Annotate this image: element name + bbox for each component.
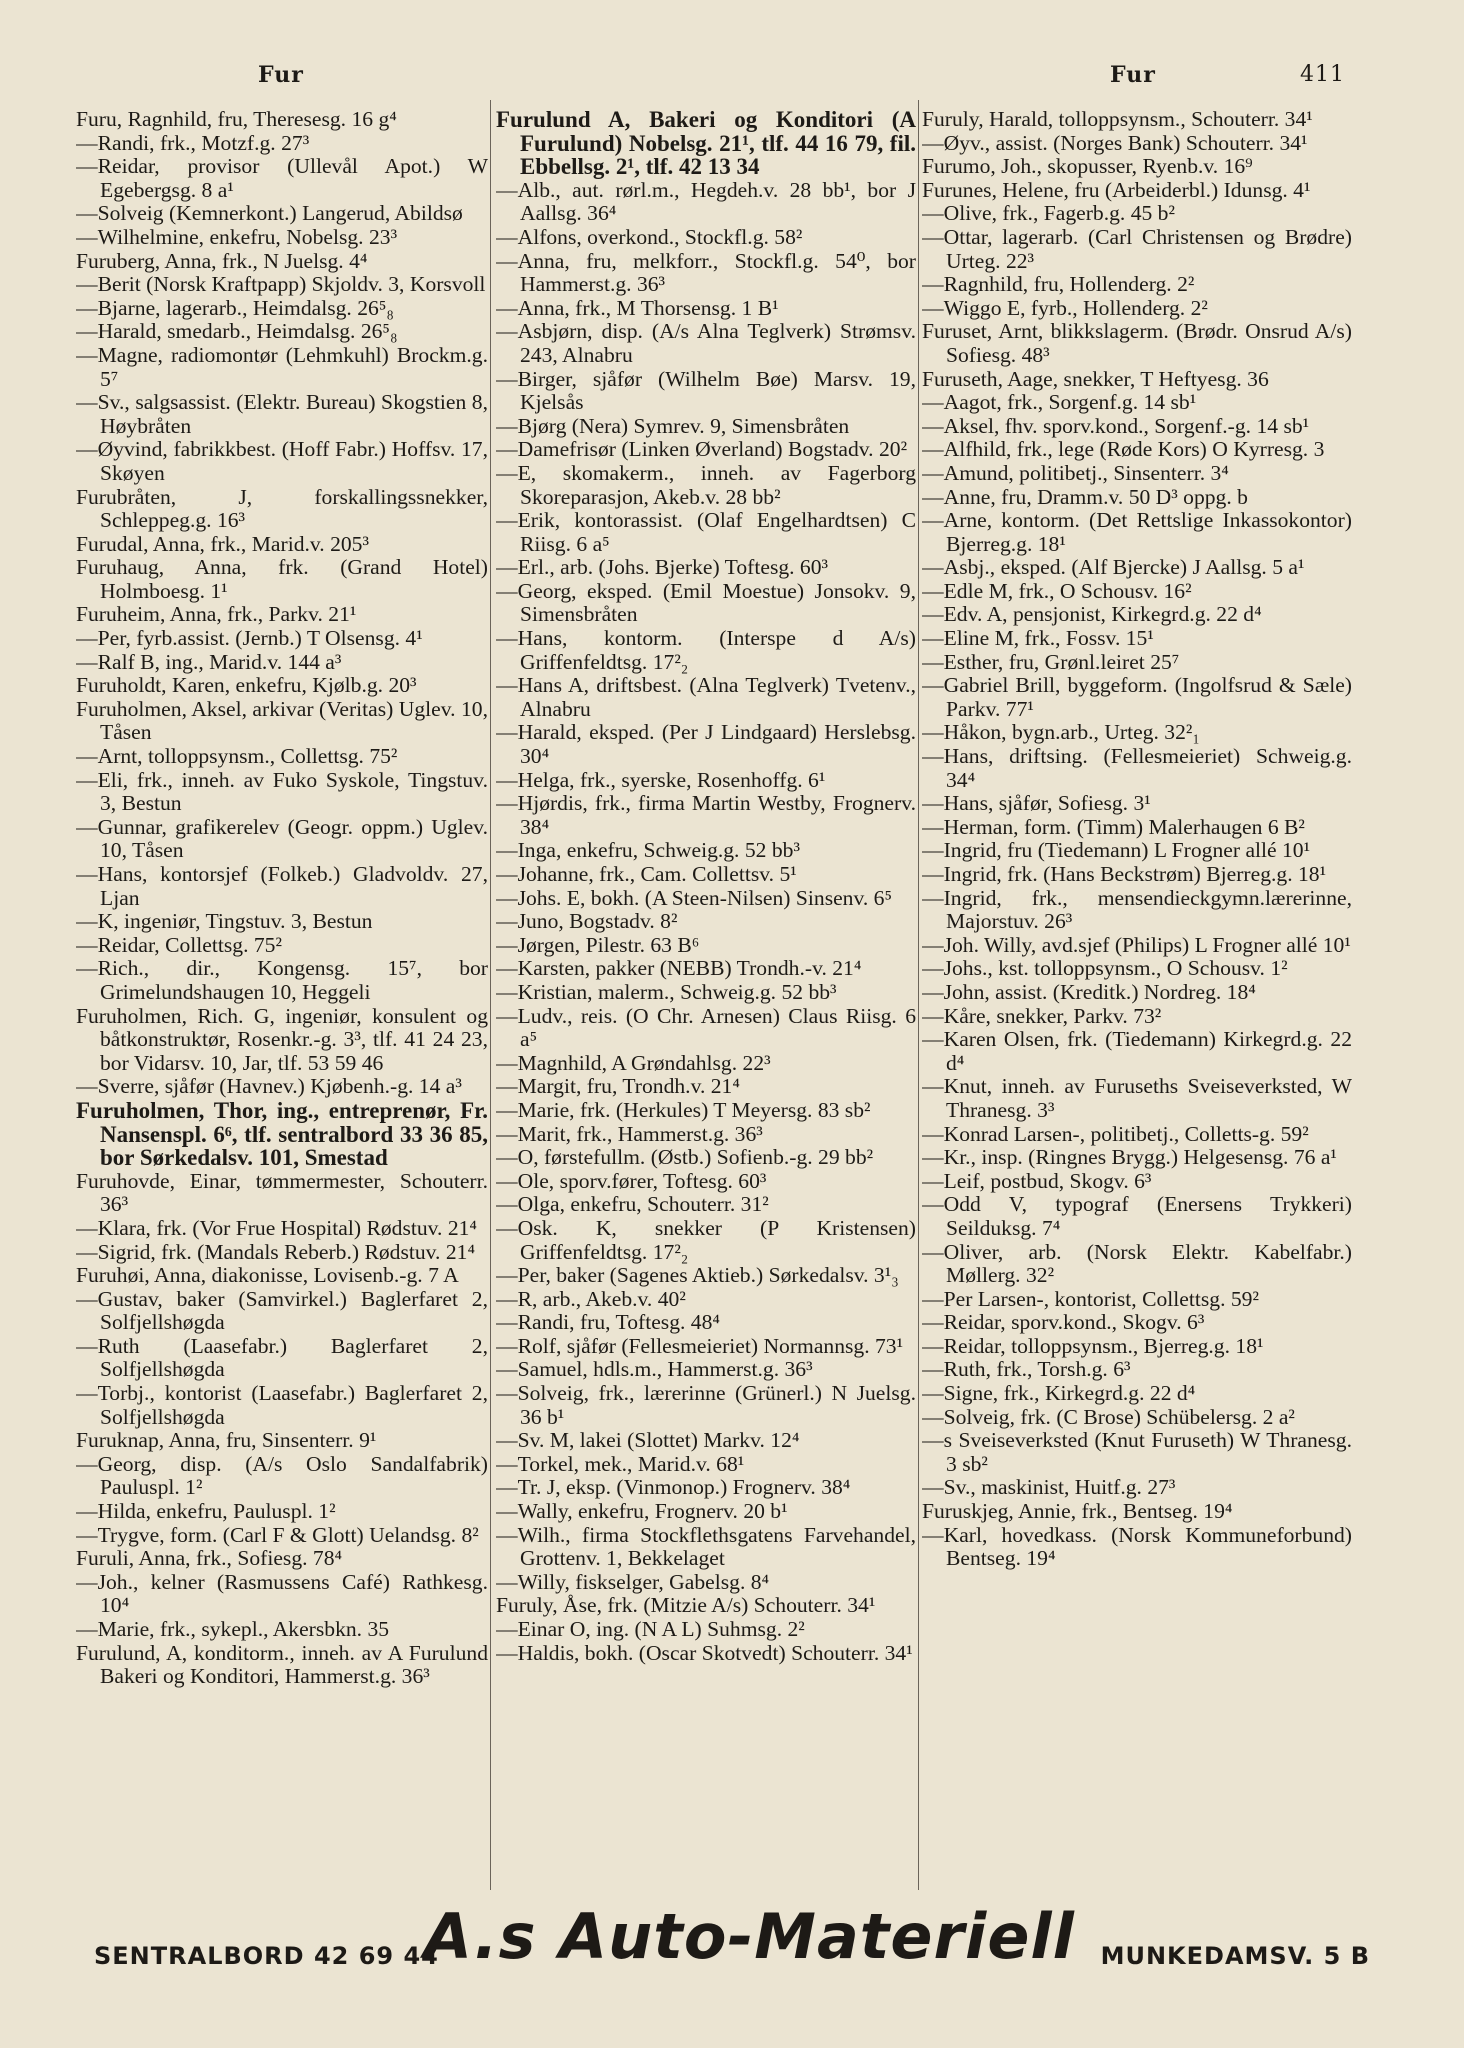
directory-entry: —Magnhild, A Grøndahlsg. 22³	[496, 1050, 771, 1075]
directory-entry: Furuly, Harald, tolloppsynsm., Schouterr. 34¹	[922, 108, 1313, 131]
directory-entry: —Arnt, tolloppsynsm., Collettsg. 75²	[76, 744, 398, 769]
directory-entry: —Kåre, snekker, Parkv. 73²	[922, 1003, 1162, 1028]
directory-entry: —Johs. E, bokh. (A Steen-Nilsen) Sinsenv. 6⁵	[496, 885, 892, 910]
directory-entry: —Anna, frk., M Thorsensg. 1 B¹	[496, 295, 779, 320]
directory-entry: —Erl., arb. (Johs. Bjerke) Toftesg. 60³	[496, 555, 829, 580]
directory-column-3	[922, 108, 1352, 1908]
directory-entry: —Damefrisør (Linken Øverland) Bogstadv. 20²	[496, 437, 908, 462]
directory-entry: —Gabriel Brill, byggeform. (Ingolfsrud & Sæle) Parkv. 77¹	[922, 673, 1352, 721]
directory-entry: —Arne, kontorm. (Det Rettslige Inkassokontor) Bjerreg.g. 18¹	[922, 508, 1352, 556]
directory-entry: —Hjørdis, frk., firma Martin Westby, Frognerv. 38⁴	[496, 791, 916, 839]
directory-entry: —Torbj., kontorist (Laasefabr.) Baglerfaret 2, Solfjellshøgda	[76, 1381, 488, 1429]
directory-entry: —Samuel, hdls.m., Hammerst.g. 36³	[496, 1357, 813, 1382]
directory-entry: —Per Larsen-, kontorist, Collettsg. 59²	[922, 1286, 1259, 1311]
directory-entry: —Per, fyrb.assist. (Jernb.) T Olsensg. 4¹	[76, 626, 423, 651]
directory-entry: —Edv. A, pensjonist, Kirkegrd.g. 22 d⁴	[922, 602, 1262, 627]
directory-entry: Furuset, Arnt, blikkslagerm. (Brødr. Onsrud A/s) Sofiesg. 48³	[922, 319, 1352, 367]
directory-entry: —Willy, fiskselger, Gabelsg. 8⁴	[496, 1569, 770, 1594]
running-header-left: Fur	[258, 62, 304, 88]
directory-entry: —Marie, frk., sykepl., Akersbkn. 35	[76, 1617, 390, 1641]
directory-entry: —John, assist. (Kreditk.) Nordreg. 18⁴	[922, 979, 1256, 1004]
column-rule	[918, 100, 919, 1890]
directory-entry: —Oliver, arb. (Norsk Elektr. Kabelfabr.) Møllerg. 32²	[922, 1239, 1352, 1288]
directory-entry: —Øyvind, fabrikkbest. (Hoff Fabr.) Hoffsv. 17, Skøyen	[76, 437, 488, 485]
directory-entry: —Aksel, fhv. sporv.kond., Sorgenf.-g. 14 sb¹	[922, 413, 1310, 438]
directory-entry: Furulund, A, konditorm., inneh. av A Furulund Bakeri og Konditori, Hammerst.g. 36³	[76, 1640, 488, 1689]
directory-entry: —Marie, frk. (Herkules) T Meyersg. 83 sb²	[496, 1097, 871, 1122]
directory-entry: Furuskjeg, Annie, frk., Bentseg. 19⁴	[922, 1499, 1233, 1524]
directory-entry: —Hans, kontorm. (Interspe d A/s) Griffenfeldtsg. 17²₂	[496, 626, 916, 674]
directory-entry: —R, arb., Akeb.v. 40²	[496, 1286, 686, 1311]
directory-entry: Furuhøi, Anna, diakonisse, Lovisenb.-g. 7 A	[76, 1263, 459, 1288]
directory-entry: —Rolf, sjåfør (Fellesmeieriet) Normannsg. 73¹	[496, 1333, 904, 1358]
directory-entry: —Tr. J, eksp. (Vinmonop.) Frognerv. 38⁴	[496, 1475, 851, 1500]
directory-entry: —Hans, sjåfør, Sofiesg. 3¹	[922, 791, 1151, 816]
directory-entry: Furuholmen, Aksel, arkivar (Veritas) Uglev. 10, Tåsen	[76, 696, 488, 745]
directory-entry: —Ingrid, fru (Tiedemann) L Frogner allé 10¹	[922, 838, 1311, 863]
directory-entry: —Ralf B, ing., Marid.v. 144 a³	[76, 649, 342, 674]
directory-entry: —Sverre, sjåfør (Havnev.) Kjøbenh.-g. 14 a³	[76, 1074, 462, 1099]
directory-entry: —Knut, inneh. av Furuseths Sveiseverksted, W Thranesg. 3³	[922, 1074, 1352, 1122]
directory-entry: —Håkon, bygn.arb., Urteg. 32²₁	[922, 720, 1200, 745]
directory-entry: —Birger, sjåfør (Wilhelm Bøe) Marsv. 19, Kjelsås	[496, 366, 916, 415]
page-number: 411	[1300, 62, 1345, 87]
directory-entry: —Kr., insp. (Ringnes Brygg.) Helgesensg. 76 a¹	[922, 1145, 1337, 1170]
directory-entry: Furuholmen, Rich. G, ingeniør, konsulent og båtkonstruktør, Rosenkr.-g. 3³, tlf. 41 24 23, bor Vidarsv. 10, Jar, tlf. 53 59 46	[76, 1003, 488, 1075]
directory-entry: Furunes, Helene, fru (Arbeiderbl.) Idunsg. 4¹	[922, 177, 1311, 202]
directory-entry: —Eli, frk., inneh. av Fuko Syskole, Tingstuv. 3, Bestun	[76, 767, 488, 816]
directory-entry: —Einar O, ing. (N A L) Suhmsg. 2²	[496, 1617, 805, 1641]
directory-entry: Furuberg, Anna, frk., N Juelsg. 4⁴	[76, 248, 368, 273]
directory-entry: —Joh., kelner (Rasmussens Café) Rathkesg. 10⁴	[76, 1569, 488, 1618]
directory-entry: —Wiggo E, fyrb., Hollenderg. 2²	[922, 295, 1208, 320]
directory-entry: —Reidar, provisor (Ullevål Apot.) W Egebergsg. 8 a¹	[76, 154, 488, 202]
directory-entry: —Alfhild, frk., lege (Røde Kors) O Kyrresg. 3	[922, 437, 1325, 462]
directory-entry: —Klara, frk. (Vor Frue Hospital) Rødstuv. 21⁴	[76, 1215, 477, 1240]
directory-entry: —Solveig, frk. (C Brose) Schübelersg. 2 a²	[922, 1404, 1295, 1429]
directory-entry: —Randi, fru, Toftesg. 48⁴	[496, 1310, 720, 1335]
directory-entry: —Georg, eksped. (Emil Moestue) Jonsokv. 9, Simensbråten	[496, 578, 916, 627]
directory-entry: —Signe, frk., Kirkegrd.g. 22 d⁴	[922, 1381, 1196, 1406]
directory-entry: —Gustav, baker (Samvirkel.) Baglerfaret 2, Solfjellshøgda	[76, 1286, 488, 1335]
directory-entry: —Jørgen, Pilestr. 63 B⁶	[496, 932, 700, 957]
directory-entry: Furubråten, J, forskallingssnekker, Schleppeg.g. 16³	[76, 484, 488, 533]
directory-entry: —Ludv., reis. (O Chr. Arnesen) Claus Riisg. 6 a⁵	[496, 1003, 916, 1052]
directory-entry: —Alfons, overkond., Stockfl.g. 58²	[496, 224, 803, 249]
directory-entry: —Sigrid, frk. (Mandals Reberb.) Rødstuv. 21⁴	[76, 1239, 475, 1264]
directory-entry: —Anne, fru, Dramm.v. 50 D³ oppg. b	[922, 484, 1248, 509]
directory-entry: —Solveig (Kemnerkont.) Langerud, Abildsø	[76, 201, 463, 226]
directory-entry: —O, førstefullm. (Østb.) Sofienb.-g. 29 bb²	[496, 1145, 874, 1170]
directory-entry: —Ruth, frk., Torsh.g. 6³	[922, 1357, 1131, 1382]
directory-entry: —E, skomakerm., inneh. av Fagerborg Skoreparasjon, Akeb.v. 28 bb²	[496, 460, 916, 509]
directory-entry: —Anna, fru, melkforr., Stockfl.g. 54⁰, bor Hammerst.g. 36³	[496, 248, 916, 297]
directory-entry: —Esther, fru, Grønl.leiret 25⁷	[922, 649, 1180, 674]
directory-entry: Furumo, Joh., skopusser, Ryenb.v. 16⁹	[922, 154, 1253, 179]
directory-entry: —Sv. M, lakei (Slottet) Markv. 12⁴	[496, 1428, 800, 1453]
directory-entry: —Osk. K, snekker (P Kristensen) Griffenfeldtsg. 17²₂	[496, 1215, 916, 1264]
directory-entry: —Asbj., eksped. (Alf Bjercke) J Aallsg. 5 a¹	[922, 555, 1305, 580]
directory-entry: —Margit, fru, Trondh.v. 21⁴	[496, 1074, 740, 1099]
directory-column-1	[76, 108, 488, 1908]
directory-entry: —Ruth (Laasefabr.) Baglerfaret 2, Solfjellshøgda	[76, 1333, 488, 1382]
directory-entry: —Harald, eksped. (Per J Lindgaard) Herslebsg. 30⁴	[496, 720, 916, 769]
directory-entry: Furuholmen, Thor, ing., entreprenør, Fr. Nansenspl. 6⁶, tlf. sentralbord 33 36 85, bor Sørkedalsv. 101, Smestad	[76, 1097, 488, 1171]
directory-entry: —Bjørg (Nera) Symrev. 9, Simensbråten	[496, 413, 850, 438]
directory-entry: —Hans, kontorsjef (Folkeb.) Gladvoldv. 27, Ljan	[76, 862, 488, 910]
directory-entry: —Trygve, form. (Carl F & Glott) Uelandsg. 8²	[76, 1522, 479, 1547]
directory-entry: —Ole, sporv.fører, Toftesg. 60³	[496, 1168, 767, 1193]
directory-entry: —Hans A, driftsbest. (Alna Teglverk) Tvetenv., Alnabru	[496, 673, 916, 721]
directory-entry: —Amund, politibetj., Sinsenterr. 3⁴	[922, 460, 1229, 485]
directory-entry: —Ragnhild, fru, Hollenderg. 2²	[922, 272, 1195, 297]
directory-entry: —Haldis, bokh. (Oscar Skotvedt) Schouterr. 34¹	[496, 1640, 913, 1665]
directory-entry: —Reidar, tolloppsynsm., Bjerreg.g. 18¹	[922, 1333, 1264, 1358]
directory-entry: Furuknap, Anna, fru, Sinsenterr. 9¹	[76, 1428, 377, 1453]
directory-entry: Furulund A, Bakeri og Konditori (A Furulund) Nobelsg. 21¹, tlf. 44 16 79, fil. Ebbellsg. 2¹, tlf. 42 13 34	[496, 108, 916, 180]
directory-entry: —Aagot, frk., Sorgenf.g. 14 sb¹	[922, 390, 1197, 415]
directory-entry: —Edle M, frk., O Schousv. 16²	[922, 578, 1192, 603]
directory-entry: —Joh. Willy, avd.sjef (Philips) L Frogner allé 10¹	[922, 932, 1351, 957]
directory-entry: —Ingrid, frk., mensendieckgymn.lærerinne, Majorstuv. 26³	[922, 885, 1352, 934]
directory-entry: —Hilda, enkefru, Pauluspl. 1²	[76, 1499, 336, 1524]
directory-column-2	[496, 108, 916, 1908]
directory-entry: —K, ingeniør, Tingstuv. 3, Bestun	[76, 909, 373, 934]
directory-entry: —Inga, enkefru, Schweig.g. 52 bb³	[496, 838, 800, 863]
advertisement-banner	[84, 1896, 1380, 2006]
directory-entry: Furuheim, Anna, frk., Parkv. 21¹	[76, 602, 357, 627]
directory-entry: —Herman, form. (Timm) Malerhaugen 6 B²	[922, 814, 1305, 839]
running-header-right: Fur	[1110, 62, 1156, 88]
directory-entry: Furu, Ragnhild, fru, Theresesg. 16 g⁴	[76, 108, 397, 131]
directory-entry: —Johs., kst. tolloppsynsm., O Schousv. 1²	[922, 956, 1288, 981]
directory-entry: —Sv., salgsassist. (Elektr. Bureau) Skogstien 8, Høybråten	[76, 390, 488, 438]
directory-entry: —Leif, postbud, Skogv. 6³	[922, 1168, 1152, 1193]
directory-entry: —Randi, frk., Motzf.g. 27³	[76, 130, 310, 155]
column-rule	[490, 100, 491, 1890]
directory-entry: —Eline M, frk., Fossv. 15¹	[922, 626, 1154, 651]
directory-entry: —Karl, hovedkass. (Norsk Kommuneforbund) Bentseg. 19⁴	[922, 1522, 1352, 1571]
directory-entry: Furuholdt, Karen, enkefru, Kjølb.g. 20³	[76, 673, 417, 698]
directory-entry: —Reidar, sporv.kond., Skogv. 6³	[922, 1310, 1205, 1335]
ad-brand-name: A.s Auto-Materiell	[424, 1900, 1075, 1973]
directory-entry: Furuhovde, Einar, tømmermester, Schouterr. 36³	[76, 1168, 488, 1217]
directory-entry: —Karen Olsen, frk. (Tiedemann) Kirkegrd.g. 22 d⁴	[922, 1027, 1352, 1075]
directory-entry: —Johanne, frk., Cam. Collettsv. 5¹	[496, 862, 797, 886]
directory-entry: —Wilhelmine, enkefru, Nobelsg. 23³	[76, 224, 398, 249]
directory-entry: —Per, baker (Sagenes Aktieb.) Sørkedalsv. 3¹₃	[496, 1263, 899, 1288]
directory-entry: —Odd V, typograf (Enersens Trykkeri) Seilduksg. 7⁴	[922, 1192, 1352, 1240]
directory-entry: Furuli, Anna, frk., Sofiesg. 78⁴	[76, 1546, 343, 1571]
directory-entry: —Torkel, mek., Marid.v. 68¹	[496, 1451, 745, 1476]
directory-entry: —Bjarne, lagerarb., Heimdalsg. 26⁵₈	[76, 295, 394, 320]
directory-entry: —Alb., aut. rørl.m., Hegdeh.v. 28 bb¹, bor J Aallsg. 36⁴	[496, 177, 916, 226]
directory-entry: —Øyv., assist. (Norges Bank) Schouterr. 34¹	[922, 130, 1308, 155]
ad-phone-text: SENTRALBORD 42 69 44	[94, 1942, 439, 1970]
directory-entry: —Rich., dir., Kongensg. 15⁷, bor Grimelundshaugen 10, Heggeli	[76, 956, 488, 1004]
directory-entry: —Kristian, malerm., Schweig.g. 52 bb³	[496, 979, 837, 1004]
directory-entry: Furudal, Anna, frk., Marid.v. 205³	[76, 531, 369, 556]
directory-entry: —Erik, kontorassist. (Olaf Engelhardtsen) C Riisg. 6 a⁵	[496, 508, 916, 556]
directory-entry: —Georg, disp. (A/s Oslo Sandalfabrik) Pauluspl. 1²	[76, 1451, 488, 1500]
directory-entry: —Asbjørn, disp. (A/s Alna Teglverk) Strømsv. 243, Alnabru	[496, 319, 916, 367]
directory-entry: —Helga, frk., syerske, Rosenhoffg. 6¹	[496, 767, 826, 792]
directory-entry: —Wally, enkefru, Frognerv. 20 b¹	[496, 1499, 788, 1524]
directory-entry: Furuhaug, Anna, frk. (Grand Hotel) Holmboesg. 1¹	[76, 555, 488, 603]
directory-entry: —Ingrid, frk. (Hans Beckstrøm) Bjerreg.g. 18¹	[922, 862, 1327, 886]
directory-entry: —s Sveiseverksted (Knut Furuseth) W Thranesg. 3 sb²	[922, 1428, 1352, 1476]
directory-entry: —Sv., maskinist, Huitf.g. 27³	[922, 1475, 1176, 1500]
directory-entry: —Ottar, lagerarb. (Carl Christensen og Brødre) Urteg. 22³	[922, 224, 1352, 273]
directory-entry: —Karsten, pakker (NEBB) Trondh.-v. 21⁴	[496, 956, 862, 981]
directory-entry: —Juno, Bogstadv. 8²	[496, 909, 678, 934]
directory-entry: —Magne, radiomontør (Lehmkuhl) Brockm.g. 5⁷	[76, 342, 488, 391]
directory-entry: —Solveig, frk., lærerinne (Grünerl.) N Juelsg. 36 b¹	[496, 1381, 916, 1429]
directory-entry: —Wilh., firma Stockflethsgatens Farvehandel, Grottenv. 1, Bekkelaget	[496, 1522, 916, 1571]
directory-entry: —Hans, driftsing. (Fellesmeieriet) Schweig.g. 34⁴	[922, 744, 1352, 792]
directory-entry: —Reidar, Collettsg. 75²	[76, 932, 282, 957]
directory-entry: Furuseth, Aage, snekker, T Heftyesg. 36	[922, 366, 1269, 391]
directory-entry: —Berit (Norsk Kraftpapp) Skjoldv. 3, Korsvoll	[76, 272, 486, 297]
ad-address-text: MUNKEDAMSV. 5 B	[1100, 1942, 1370, 1970]
directory-entry: —Marit, frk., Hammerst.g. 36³	[496, 1121, 763, 1146]
directory-entry: Furuly, Åse, frk. (Mitzie A/s) Schouterr. 34¹	[496, 1593, 876, 1618]
directory-entry: —Gunnar, grafikerelev (Geogr. oppm.) Uglev. 10, Tåsen	[76, 814, 488, 863]
directory-entry: —Olga, enkefru, Schouterr. 31²	[496, 1192, 769, 1217]
directory-entry: —Konrad Larsen-, politibetj., Colletts-g. 59²	[922, 1121, 1309, 1146]
directory-entry: —Harald, smedarb., Heimdalsg. 26⁵₈	[76, 319, 398, 344]
directory-entry: —Olive, frk., Fagerb.g. 45 b²	[922, 201, 1175, 226]
